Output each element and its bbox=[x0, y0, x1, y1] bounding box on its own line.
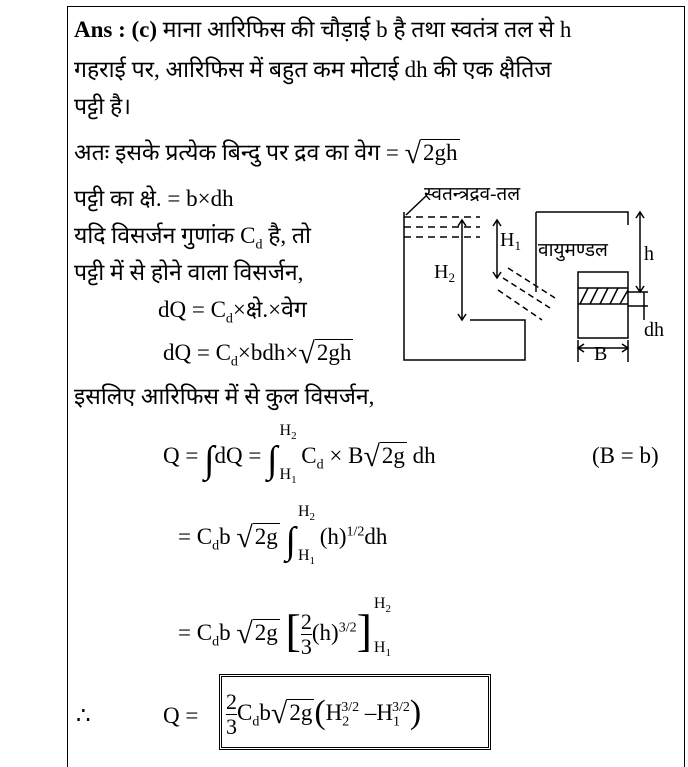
bracket-limits bbox=[372, 595, 391, 660]
eq3-exponent: 3/2 bbox=[338, 620, 357, 636]
eq2-radical-arg: 2g bbox=[254, 524, 278, 549]
dq1-sub: d bbox=[225, 311, 233, 327]
eq3-h: (h) bbox=[311, 620, 339, 645]
integral-sign-1: ∫ bbox=[204, 439, 215, 481]
eq2-exponent: 1/2 bbox=[346, 524, 365, 540]
eq1-c: C bbox=[301, 443, 317, 468]
velocity-radical: √2gh bbox=[404, 137, 458, 170]
final-fraction bbox=[226, 690, 237, 739]
eq1-c-sub: d bbox=[316, 457, 324, 473]
final-h1-exp: 3/2 bbox=[392, 700, 410, 716]
eq2-radical: √2g bbox=[236, 521, 278, 554]
jet-line-3 bbox=[508, 268, 555, 298]
jet-line-2 bbox=[498, 290, 542, 320]
final-q-label: Q = bbox=[163, 703, 199, 728]
lower-limit-2: $H_1$ bbox=[297, 547, 316, 568]
coefficient-line bbox=[74, 224, 311, 253]
integral-sign-2: ∫ bbox=[267, 439, 278, 481]
bracket-lower-limit: $H_1$ bbox=[373, 639, 391, 660]
final-h2-sub: 2 bbox=[342, 714, 350, 730]
left-bracket: [ bbox=[285, 605, 301, 656]
dq1-right: ×क्षे.×वेग bbox=[232, 297, 307, 322]
b-label: B bbox=[594, 343, 608, 365]
surface-leader bbox=[406, 196, 426, 215]
fraction-numerator: 2 bbox=[300, 609, 312, 635]
final-h2: H bbox=[325, 699, 343, 725]
final-radical-arg: 2g bbox=[289, 699, 313, 725]
bracket-upper-limit: $H_2$ bbox=[373, 595, 391, 616]
therefore-symbol: ∴ bbox=[76, 703, 91, 728]
answer-line-2: गहराई पर, आरिफिस में बहुत कम मोटाई dh की एक क्षैतिज bbox=[74, 57, 552, 82]
total-discharge-line: इसलिए आरिफिस में से कुल विसर्जन, bbox=[74, 384, 375, 409]
dq-equation-1 bbox=[158, 298, 307, 327]
orifice-rectangle bbox=[578, 272, 628, 338]
eq1-dh: dh bbox=[406, 443, 436, 468]
h2-label: $H_2$ bbox=[434, 261, 455, 285]
eq3-radical: √2g bbox=[236, 617, 278, 650]
tank-top-edge bbox=[536, 212, 628, 225]
h-label: h bbox=[644, 243, 654, 265]
answer-line-1 bbox=[74, 18, 571, 41]
integral-sign-3: ∫ bbox=[285, 520, 296, 562]
dq2-radical: √2gh bbox=[298, 337, 352, 370]
jet-line-1 bbox=[503, 278, 550, 308]
dq1-left: dQ = C bbox=[158, 297, 226, 322]
velocity-line bbox=[74, 139, 460, 169]
final-fraction-denominator: 3 bbox=[226, 714, 237, 740]
eq2-h: (h) bbox=[319, 524, 347, 549]
dq2-radical-arg: 2gh bbox=[316, 340, 352, 365]
eq1-q: Q = bbox=[163, 443, 199, 468]
coefficient-sub: d bbox=[255, 237, 263, 253]
h1-label: $H_1$ bbox=[500, 229, 521, 253]
final-c-sub: d bbox=[252, 714, 260, 730]
eq2-b: b bbox=[219, 524, 237, 549]
strip-hatching bbox=[580, 288, 628, 304]
velocity-text: अतः इसके प्रत्येक बिन्दु पर द्रव का वेग = bbox=[74, 140, 399, 165]
answer-label: Ans : (c) bbox=[74, 17, 158, 42]
integral-limits-2 bbox=[296, 503, 316, 568]
b-equals-note: (B = b) bbox=[592, 443, 659, 468]
final-right-paren: ) bbox=[409, 693, 422, 731]
lower-limit-1: $H_1$ bbox=[279, 466, 297, 487]
final-h2-exp: 3/2 bbox=[341, 700, 360, 716]
integral-equation-1 bbox=[163, 422, 436, 487]
atmosphere-label: वायुमण्डल bbox=[538, 240, 608, 261]
right-bracket: ] bbox=[356, 605, 372, 656]
eq2-dh: dh bbox=[364, 524, 388, 549]
free-surface-label: स्वतन्त्रद्रव-तल bbox=[424, 184, 521, 205]
integral-equation-3 bbox=[178, 595, 391, 660]
orifice-diagram bbox=[390, 180, 680, 380]
strip-discharge-line: पट्टी में से होने वाला विसर्जन, bbox=[74, 260, 304, 285]
fraction-two-thirds bbox=[301, 610, 312, 659]
eq1-radical: √2g bbox=[363, 440, 405, 473]
integral-limits-1 bbox=[278, 422, 297, 487]
final-h1-sub: 1 bbox=[393, 714, 401, 730]
fraction-denominator: 3 bbox=[300, 634, 312, 660]
eq1-dq: dQ = bbox=[214, 443, 262, 468]
answer-line-3: पट्टी है। bbox=[74, 94, 131, 119]
eq1-radical-arg: 2g bbox=[381, 443, 405, 468]
velocity-radical-arg: 2gh bbox=[423, 140, 458, 165]
eq2-c-sub: d bbox=[212, 538, 220, 554]
answer-text-1: माना आरिफिस की चौड़ाई b है तथा स्वतंत्र तल से h bbox=[157, 17, 572, 42]
dq2-left: dQ = C bbox=[163, 340, 231, 365]
dq2-mid: ×bdh× bbox=[237, 340, 299, 365]
eq2-c: = C bbox=[178, 524, 213, 549]
final-minus-h1: –H bbox=[359, 699, 394, 725]
integral-equation-2 bbox=[178, 503, 388, 568]
coefficient-rest: है, तो bbox=[262, 223, 311, 248]
eq3-c: = C bbox=[178, 620, 213, 645]
upper-limit-1: $H_2$ bbox=[279, 422, 297, 443]
strip-area-line: पट्टी का क्षे. = b×dh bbox=[74, 186, 234, 211]
final-b: b bbox=[259, 699, 271, 725]
final-left-paren: ( bbox=[314, 693, 326, 731]
dq-equation-2 bbox=[163, 339, 353, 370]
dh-label: dh bbox=[644, 319, 664, 341]
final-fraction-numerator: 2 bbox=[226, 689, 237, 714]
eq1-b: × B bbox=[323, 443, 364, 468]
dq2-sub: d bbox=[230, 354, 238, 370]
eq3-b: b bbox=[219, 620, 237, 645]
eq3-c-sub: d bbox=[212, 634, 220, 650]
upper-limit-2: $H_2$ bbox=[297, 503, 316, 524]
final-c: C bbox=[237, 699, 253, 725]
eq3-radical-arg: 2g bbox=[254, 620, 278, 645]
final-equation bbox=[226, 690, 421, 739]
coefficient-text: यदि विसर्जन गुणांक C bbox=[74, 223, 256, 248]
final-radical: √2g bbox=[270, 696, 313, 730]
